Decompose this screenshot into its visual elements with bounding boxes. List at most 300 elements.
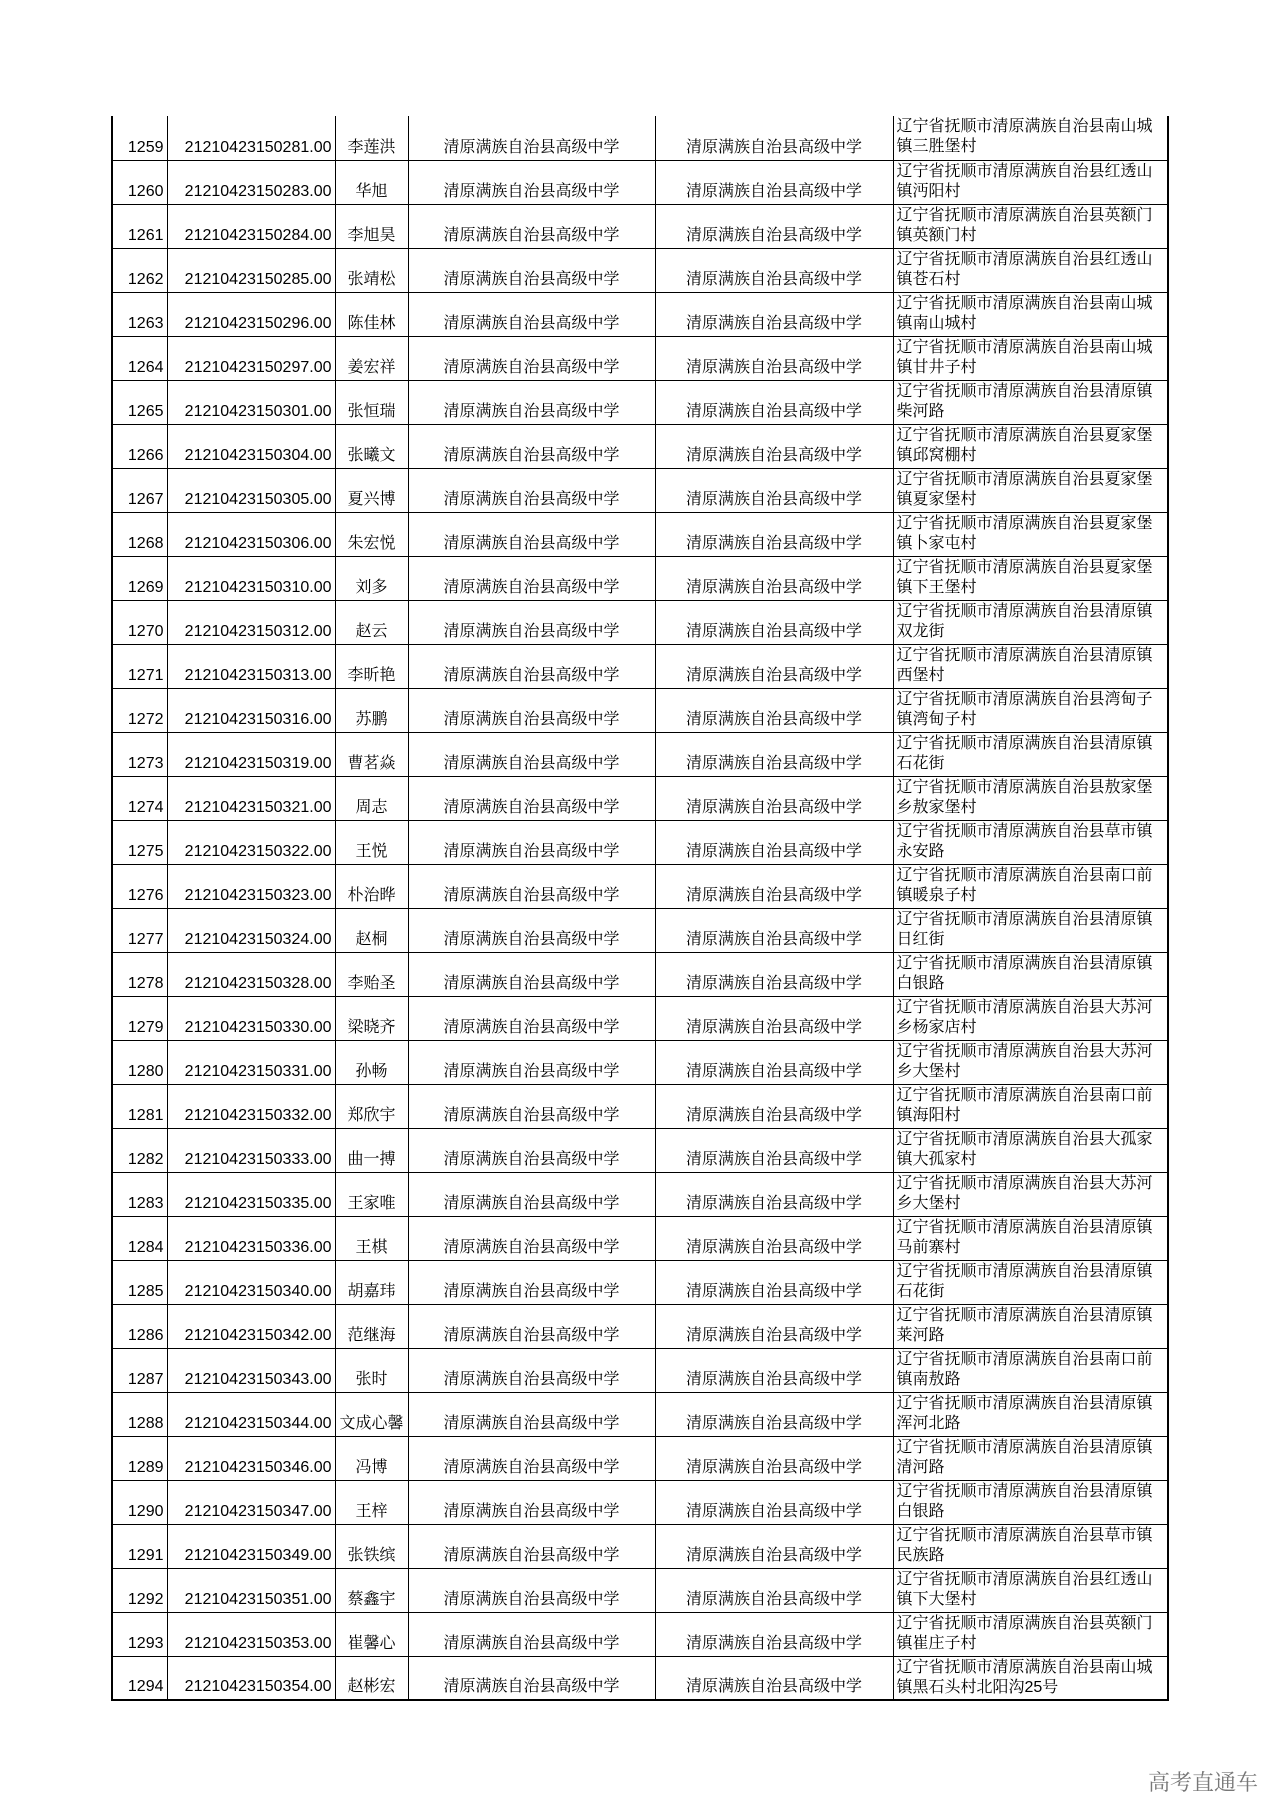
name-cell: 曲一搏 — [335, 1128, 408, 1172]
row-number-cell: 1267 — [112, 468, 167, 512]
candidate-id-cell: 21210423150353.00 — [167, 1612, 335, 1656]
row-number-cell: 1285 — [112, 1260, 167, 1304]
school-cell: 清原满族自治县高级中学 — [408, 160, 655, 204]
name-cell: 赵彬宏 — [335, 1656, 408, 1700]
name-cell: 李旭昊 — [335, 204, 408, 248]
address-line: 辽宁省抚顺市清原满族自治县夏家堡 — [896, 470, 1153, 488]
candidate-id-cell: 21210423150310.00 — [167, 556, 335, 600]
address-line: 镇大孤家村 — [896, 1150, 977, 1168]
table-row — [112, 1568, 1168, 1612]
name-cell: 朴治晔 — [335, 864, 408, 908]
school-cell: 清原满族自治县高级中学 — [408, 116, 655, 160]
address-line: 镇南山城村 — [896, 314, 977, 332]
name-cell: 张曦文 — [335, 424, 408, 468]
watermark: 高考直通车 — [1148, 1771, 1259, 1796]
address-cell — [893, 1084, 1168, 1128]
school-cell: 清原满族自治县高级中学 — [408, 688, 655, 732]
address-line: 辽宁省抚顺市清原满族自治县清原镇 — [896, 1438, 1153, 1456]
school-cell: 清原满族自治县高级中学 — [408, 292, 655, 336]
candidate-id-cell: 21210423150322.00 — [167, 820, 335, 864]
school-cell: 清原满族自治县高级中学 — [408, 424, 655, 468]
school-cell: 清原满族自治县高级中学 — [408, 204, 655, 248]
address-line: 辽宁省抚顺市清原满族自治县红透山 — [896, 162, 1153, 180]
name-cell: 李莲洪 — [335, 116, 408, 160]
candidate-id-cell: 21210423150284.00 — [167, 204, 335, 248]
table-row — [112, 1260, 1168, 1304]
address-line: 辽宁省抚顺市清原满族自治县英额门 — [896, 206, 1153, 224]
address-line: 西堡村 — [896, 666, 945, 684]
school-cell: 清原满族自治县高级中学 — [408, 1568, 655, 1612]
school-cell: 清原满族自治县高级中学 — [408, 1436, 655, 1480]
table-row — [112, 1348, 1168, 1392]
address-cell — [893, 160, 1168, 204]
address-cell — [893, 1568, 1168, 1612]
address-cell — [893, 776, 1168, 820]
row-number-cell: 1266 — [112, 424, 167, 468]
address-line: 辽宁省抚顺市清原满族自治县清原镇 — [896, 646, 1153, 664]
address-line: 镇甘井子村 — [896, 358, 977, 376]
address-cell — [893, 1436, 1168, 1480]
school-cell: 清原满族自治县高级中学 — [408, 336, 655, 380]
row-number-cell: 1276 — [112, 864, 167, 908]
name-cell: 郑欣宇 — [335, 1084, 408, 1128]
row-number-cell: 1278 — [112, 952, 167, 996]
address-cell — [893, 732, 1168, 776]
address-cell — [893, 1040, 1168, 1084]
table-row — [112, 952, 1168, 996]
table-row — [112, 996, 1168, 1040]
table-row — [112, 1656, 1168, 1700]
address-line: 辽宁省抚顺市清原满族自治县草市镇 — [896, 822, 1153, 840]
address-line: 辽宁省抚顺市清原满族自治县南口前 — [896, 866, 1153, 884]
candidate-id-cell: 21210423150285.00 — [167, 248, 335, 292]
graduation-school-cell: 清原满族自治县高级中学 — [655, 336, 893, 380]
address-line: 辽宁省抚顺市清原满族自治县清原镇 — [896, 382, 1153, 400]
row-number-cell: 1268 — [112, 512, 167, 556]
address-line: 镇下王堡村 — [896, 578, 977, 596]
row-number-cell: 1271 — [112, 644, 167, 688]
school-cell: 清原满族自治县高级中学 — [408, 1216, 655, 1260]
candidate-id-cell: 21210423150354.00 — [167, 1656, 335, 1700]
address-cell — [893, 116, 1168, 160]
table-row — [112, 644, 1168, 688]
address-line: 民族路 — [896, 1546, 945, 1564]
address-cell — [893, 468, 1168, 512]
table-row — [112, 1612, 1168, 1656]
table-row — [112, 1304, 1168, 1348]
name-cell: 李昕艳 — [335, 644, 408, 688]
row-number-cell: 1288 — [112, 1392, 167, 1436]
school-cell: 清原满族自治县高级中学 — [408, 644, 655, 688]
name-cell: 朱宏悦 — [335, 512, 408, 556]
school-cell: 清原满族自治县高级中学 — [408, 1480, 655, 1524]
school-cell: 清原满族自治县高级中学 — [408, 1040, 655, 1084]
row-number-cell: 1260 — [112, 160, 167, 204]
name-cell: 孙畅 — [335, 1040, 408, 1084]
address-line: 浑河北路 — [896, 1414, 961, 1432]
address-line: 镇湾甸子村 — [896, 710, 977, 728]
graduation-school-cell: 清原满族自治县高级中学 — [655, 160, 893, 204]
name-cell: 梁晓齐 — [335, 996, 408, 1040]
row-number-cell: 1261 — [112, 204, 167, 248]
address-cell — [893, 1348, 1168, 1392]
school-cell: 清原满族自治县高级中学 — [408, 732, 655, 776]
row-number-cell: 1283 — [112, 1172, 167, 1216]
candidate-id-cell: 21210423150301.00 — [167, 380, 335, 424]
address-cell — [893, 1612, 1168, 1656]
row-number-cell: 1259 — [112, 116, 167, 160]
address-line: 镇下大堡村 — [896, 1590, 977, 1608]
row-number-cell: 1291 — [112, 1524, 167, 1568]
address-line: 辽宁省抚顺市清原满族自治县红透山 — [896, 1570, 1153, 1588]
address-line: 辽宁省抚顺市清原满族自治县敖家堡 — [896, 778, 1153, 796]
school-cell: 清原满族自治县高级中学 — [408, 1392, 655, 1436]
address-line: 镇三胜堡村 — [896, 138, 977, 155]
name-cell: 姜宏祥 — [335, 336, 408, 380]
address-line: 辽宁省抚顺市清原满族自治县南山城 — [896, 338, 1153, 356]
graduation-school-cell: 清原满族自治县高级中学 — [655, 996, 893, 1040]
address-cell — [893, 380, 1168, 424]
address-cell — [893, 1524, 1168, 1568]
name-cell: 王梓 — [335, 1480, 408, 1524]
row-number-cell: 1275 — [112, 820, 167, 864]
address-line: 辽宁省抚顺市清原满族自治县清原镇 — [896, 1218, 1153, 1236]
graduation-school-cell: 清原满族自治县高级中学 — [655, 864, 893, 908]
table-row — [112, 512, 1168, 556]
address-cell — [893, 1216, 1168, 1260]
school-cell: 清原满族自治县高级中学 — [408, 556, 655, 600]
address-line: 双龙街 — [896, 622, 945, 640]
address-line: 辽宁省抚顺市清原满族自治县南口前 — [896, 1350, 1153, 1368]
name-cell: 张时 — [335, 1348, 408, 1392]
table-row — [112, 424, 1168, 468]
address-line: 辽宁省抚顺市清原满族自治县南山城 — [896, 294, 1153, 312]
table-row — [112, 116, 1168, 160]
address-line: 辽宁省抚顺市清原满族自治县英额门 — [896, 1614, 1153, 1632]
address-line: 日红街 — [896, 930, 945, 948]
school-cell: 清原满族自治县高级中学 — [408, 996, 655, 1040]
candidate-id-cell: 21210423150328.00 — [167, 952, 335, 996]
candidate-id-cell: 21210423150313.00 — [167, 644, 335, 688]
address-line: 石花街 — [896, 1282, 945, 1300]
graduation-school-cell: 清原满族自治县高级中学 — [655, 1392, 893, 1436]
row-number-cell: 1272 — [112, 688, 167, 732]
table-row — [112, 292, 1168, 336]
address-line: 白银路 — [896, 974, 945, 992]
candidate-id-cell: 21210423150305.00 — [167, 468, 335, 512]
address-line: 镇英额门村 — [896, 226, 977, 244]
candidate-id-cell: 21210423150316.00 — [167, 688, 335, 732]
table-row — [112, 556, 1168, 600]
address-line: 乡大堡村 — [896, 1194, 961, 1212]
address-line: 乡敖家堡村 — [896, 798, 977, 816]
candidate-id-cell: 21210423150343.00 — [167, 1348, 335, 1392]
row-number-cell: 1293 — [112, 1612, 167, 1656]
address-cell — [893, 996, 1168, 1040]
address-line: 镇邱窝棚村 — [896, 446, 977, 464]
address-line: 辽宁省抚顺市清原满族自治县夏家堡 — [896, 558, 1153, 576]
address-line: 辽宁省抚顺市清原满族自治县夏家堡 — [896, 426, 1153, 444]
graduation-school-cell: 清原满族自治县高级中学 — [655, 204, 893, 248]
table-row — [112, 160, 1168, 204]
name-cell: 周志 — [335, 776, 408, 820]
candidate-id-cell: 21210423150332.00 — [167, 1084, 335, 1128]
graduation-school-cell: 清原满族自治县高级中学 — [655, 1480, 893, 1524]
candidate-id-cell: 21210423150324.00 — [167, 908, 335, 952]
school-cell: 清原满族自治县高级中学 — [408, 1260, 655, 1304]
graduation-school-cell: 清原满族自治县高级中学 — [655, 1436, 893, 1480]
table-body — [112, 116, 1168, 1700]
table-row — [112, 864, 1168, 908]
school-cell: 清原满族自治县高级中学 — [408, 908, 655, 952]
table-row — [112, 600, 1168, 644]
candidate-id-cell: 21210423150319.00 — [167, 732, 335, 776]
table-row — [112, 468, 1168, 512]
candidate-id-cell: 21210423150296.00 — [167, 292, 335, 336]
address-line: 镇南敖路 — [896, 1370, 961, 1388]
graduation-school-cell: 清原满族自治县高级中学 — [655, 1612, 893, 1656]
table-row — [112, 204, 1168, 248]
name-cell: 赵云 — [335, 600, 408, 644]
address-line: 辽宁省抚顺市清原满族自治县大苏河 — [896, 998, 1153, 1016]
address-line: 石花街 — [896, 754, 945, 772]
graduation-school-cell: 清原满族自治县高级中学 — [655, 600, 893, 644]
row-number-cell: 1265 — [112, 380, 167, 424]
address-cell — [893, 1392, 1168, 1436]
school-cell: 清原满族自治县高级中学 — [408, 864, 655, 908]
candidate-id-cell: 21210423150336.00 — [167, 1216, 335, 1260]
address-cell — [893, 1128, 1168, 1172]
table-row — [112, 732, 1168, 776]
address-line: 辽宁省抚顺市清原满族自治县清原镇 — [896, 954, 1153, 972]
name-cell: 曹茗焱 — [335, 732, 408, 776]
graduation-school-cell: 清原满族自治县高级中学 — [655, 1568, 893, 1612]
address-line: 辽宁省抚顺市清原满族自治县草市镇 — [896, 1526, 1153, 1544]
school-cell: 清原满族自治县高级中学 — [408, 1304, 655, 1348]
address-cell — [893, 600, 1168, 644]
candidate-id-cell: 21210423150304.00 — [167, 424, 335, 468]
school-cell: 清原满族自治县高级中学 — [408, 952, 655, 996]
address-line: 辽宁省抚顺市清原满族自治县红透山 — [896, 250, 1153, 268]
school-cell: 清原满族自治县高级中学 — [408, 820, 655, 864]
candidate-id-cell: 21210423150351.00 — [167, 1568, 335, 1612]
graduation-school-cell: 清原满族自治县高级中学 — [655, 468, 893, 512]
candidate-id-cell: 21210423150283.00 — [167, 160, 335, 204]
row-number-cell: 1269 — [112, 556, 167, 600]
graduation-school-cell: 清原满族自治县高级中学 — [655, 820, 893, 864]
school-cell: 清原满族自治县高级中学 — [408, 468, 655, 512]
candidate-id-cell: 21210423150335.00 — [167, 1172, 335, 1216]
address-line: 辽宁省抚顺市清原满族自治县清原镇 — [896, 910, 1153, 928]
graduation-school-cell: 清原满族自治县高级中学 — [655, 292, 893, 336]
candidate-id-cell: 21210423150306.00 — [167, 512, 335, 556]
name-cell: 华旭 — [335, 160, 408, 204]
address-line: 辽宁省抚顺市清原满族自治县南口前 — [896, 1086, 1153, 1104]
row-number-cell: 1279 — [112, 996, 167, 1040]
graduation-school-cell: 清原满族自治县高级中学 — [655, 1524, 893, 1568]
graduation-school-cell: 清原满族自治县高级中学 — [655, 116, 893, 160]
graduation-school-cell: 清原满族自治县高级中学 — [655, 908, 893, 952]
candidate-id-cell: 21210423150312.00 — [167, 600, 335, 644]
address-cell — [893, 1172, 1168, 1216]
table-row — [112, 688, 1168, 732]
address-cell — [893, 512, 1168, 556]
address-line: 辽宁省抚顺市清原满族自治县清原镇 — [896, 1482, 1153, 1500]
graduation-school-cell: 清原满族自治县高级中学 — [655, 732, 893, 776]
row-number-cell: 1280 — [112, 1040, 167, 1084]
school-cell: 清原满族自治县高级中学 — [408, 776, 655, 820]
address-cell — [893, 644, 1168, 688]
table-row — [112, 908, 1168, 952]
row-number-cell: 1282 — [112, 1128, 167, 1172]
table-row — [112, 776, 1168, 820]
address-line: 永安路 — [896, 842, 945, 860]
name-cell: 陈佳林 — [335, 292, 408, 336]
name-cell: 冯博 — [335, 1436, 408, 1480]
address-line: 清河路 — [896, 1458, 945, 1476]
row-number-cell: 1270 — [112, 600, 167, 644]
candidate-id-cell: 21210423150333.00 — [167, 1128, 335, 1172]
candidate-id-cell: 21210423150281.00 — [167, 116, 335, 160]
table-row — [112, 1392, 1168, 1436]
address-cell — [893, 820, 1168, 864]
school-cell: 清原满族自治县高级中学 — [408, 1172, 655, 1216]
school-cell: 清原满族自治县高级中学 — [408, 600, 655, 644]
name-cell: 崔馨心 — [335, 1612, 408, 1656]
graduation-school-cell: 清原满族自治县高级中学 — [655, 380, 893, 424]
name-cell: 苏鹏 — [335, 688, 408, 732]
graduation-school-cell: 清原满族自治县高级中学 — [655, 1348, 893, 1392]
address-line: 镇海阳村 — [896, 1106, 961, 1124]
row-number-cell: 1292 — [112, 1568, 167, 1612]
candidate-id-cell: 21210423150344.00 — [167, 1392, 335, 1436]
address-line: 镇沔阳村 — [896, 182, 961, 200]
graduation-school-cell: 清原满族自治县高级中学 — [655, 248, 893, 292]
school-cell: 清原满族自治县高级中学 — [408, 1128, 655, 1172]
address-line: 莱河路 — [896, 1326, 945, 1344]
school-cell: 清原满族自治县高级中学 — [408, 380, 655, 424]
row-number-cell: 1286 — [112, 1304, 167, 1348]
name-cell: 刘多 — [335, 556, 408, 600]
address-line: 辽宁省抚顺市清原满族自治县清原镇 — [896, 734, 1153, 752]
candidate-id-cell: 21210423150323.00 — [167, 864, 335, 908]
name-cell: 张恒瑞 — [335, 380, 408, 424]
address-cell — [893, 556, 1168, 600]
table-row — [112, 248, 1168, 292]
name-cell: 王棋 — [335, 1216, 408, 1260]
row-number-cell: 1294 — [112, 1656, 167, 1700]
graduation-school-cell: 清原满族自治县高级中学 — [655, 1172, 893, 1216]
table-row — [112, 1524, 1168, 1568]
address-cell — [893, 424, 1168, 468]
graduation-school-cell: 清原满族自治县高级中学 — [655, 952, 893, 996]
address-cell — [893, 952, 1168, 996]
graduation-school-cell: 清原满族自治县高级中学 — [655, 424, 893, 468]
graduation-school-cell: 清原满族自治县高级中学 — [655, 556, 893, 600]
address-line: 辽宁省抚顺市清原满族自治县大苏河 — [896, 1042, 1153, 1060]
row-number-cell: 1281 — [112, 1084, 167, 1128]
candidate-id-cell: 21210423150347.00 — [167, 1480, 335, 1524]
address-cell — [893, 292, 1168, 336]
graduation-school-cell: 清原满族自治县高级中学 — [655, 1216, 893, 1260]
row-number-cell: 1264 — [112, 336, 167, 380]
table-row — [112, 1128, 1168, 1172]
name-cell: 王家唯 — [335, 1172, 408, 1216]
address-cell — [893, 688, 1168, 732]
table-row — [112, 1436, 1168, 1480]
graduation-school-cell: 清原满族自治县高级中学 — [655, 644, 893, 688]
name-cell: 李贻圣 — [335, 952, 408, 996]
address-line: 辽宁省抚顺市清原满族自治县清原镇 — [896, 1394, 1153, 1412]
table-row — [112, 380, 1168, 424]
address-line: 辽宁省抚顺市清原满族自治县大苏河 — [896, 1174, 1153, 1192]
table-row — [112, 1216, 1168, 1260]
candidate-id-cell: 21210423150342.00 — [167, 1304, 335, 1348]
name-cell: 张靖松 — [335, 248, 408, 292]
name-cell: 蔡鑫宇 — [335, 1568, 408, 1612]
school-cell: 清原满族自治县高级中学 — [408, 1084, 655, 1128]
address-line: 辽宁省抚顺市清原满族自治县大孤家 — [896, 1130, 1153, 1148]
address-line: 白银路 — [896, 1502, 945, 1520]
candidate-id-cell: 21210423150349.00 — [167, 1524, 335, 1568]
address-line: 镇黑石头村北阳沟25号 — [896, 1678, 1059, 1696]
candidate-id-cell: 21210423150331.00 — [167, 1040, 335, 1084]
candidate-id-cell: 21210423150346.00 — [167, 1436, 335, 1480]
candidate-id-cell: 21210423150340.00 — [167, 1260, 335, 1304]
graduation-school-cell: 清原满族自治县高级中学 — [655, 1304, 893, 1348]
address-cell — [893, 1480, 1168, 1524]
address-line: 辽宁省抚顺市清原满族自治县清原镇 — [896, 1306, 1153, 1324]
name-cell: 张铁缤 — [335, 1524, 408, 1568]
name-cell: 文成心馨 — [335, 1392, 408, 1436]
candidate-id-cell: 21210423150297.00 — [167, 336, 335, 380]
school-cell: 清原满族自治县高级中学 — [408, 1348, 655, 1392]
name-cell: 范继海 — [335, 1304, 408, 1348]
row-number-cell: 1284 — [112, 1216, 167, 1260]
address-cell — [893, 1656, 1168, 1700]
school-cell: 清原满族自治县高级中学 — [408, 1612, 655, 1656]
row-number-cell: 1262 — [112, 248, 167, 292]
row-number-cell: 1263 — [112, 292, 167, 336]
address-line: 镇暖泉子村 — [896, 886, 977, 904]
school-cell: 清原满族自治县高级中学 — [408, 512, 655, 556]
address-cell — [893, 204, 1168, 248]
address-cell — [893, 864, 1168, 908]
graduation-school-cell: 清原满族自治县高级中学 — [655, 1084, 893, 1128]
name-cell: 赵桐 — [335, 908, 408, 952]
row-number-cell: 1287 — [112, 1348, 167, 1392]
address-line: 柴河路 — [896, 402, 945, 420]
address-line: 辽宁省抚顺市清原满族自治县夏家堡 — [896, 514, 1153, 532]
address-line: 乡杨家店村 — [896, 1018, 977, 1036]
name-cell: 夏兴博 — [335, 468, 408, 512]
graduation-school-cell: 清原满族自治县高级中学 — [655, 1260, 893, 1304]
table-row — [112, 1172, 1168, 1216]
table-row — [112, 820, 1168, 864]
row-number-cell: 1289 — [112, 1436, 167, 1480]
address-cell — [893, 1304, 1168, 1348]
address-cell — [893, 336, 1168, 380]
address-cell — [893, 1260, 1168, 1304]
address-line: 镇崔庄子村 — [896, 1634, 977, 1652]
address-line: 乡大堡村 — [896, 1062, 961, 1080]
candidate-id-cell: 21210423150330.00 — [167, 996, 335, 1040]
candidate-table — [111, 116, 1169, 1701]
address-line: 镇苍石村 — [896, 270, 961, 288]
table-row — [112, 1040, 1168, 1084]
address-line: 辽宁省抚顺市清原满族自治县清原镇 — [896, 1262, 1153, 1280]
graduation-school-cell: 清原满族自治县高级中学 — [655, 512, 893, 556]
